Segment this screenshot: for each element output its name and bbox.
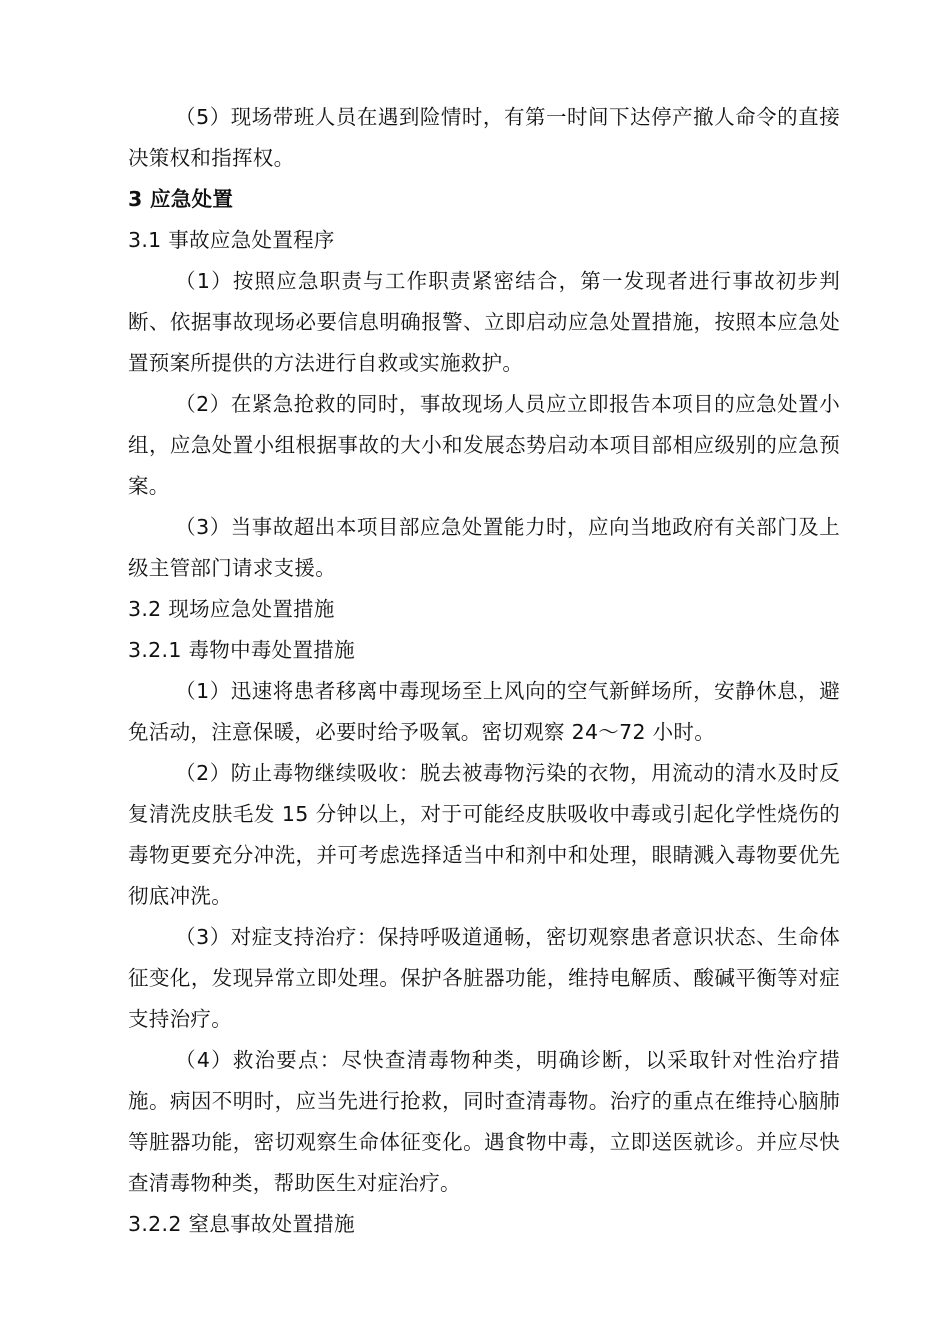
section-heading-3-2-1: 3.2.1 毒物中毒处置措施 xyxy=(128,638,355,662)
section-heading-3-2-2: 3.2.2 窒息事故处置措施 xyxy=(128,1212,355,1236)
paragraph-3-1-3: （3）当事故超出本项目部应急处置能力时，应向当地政府有关部门及上级主管部门请求支援。 xyxy=(128,515,840,580)
paragraph-5: （5）现场带班人员在遇到险情时，有第一时间下达停产撤人命令的直接决策权和指挥权。 xyxy=(128,105,840,170)
paragraph-3-2-1-1: （1）迅速将患者移离中毒现场至上风向的空气新鲜场所，安静休息，避免活动，注意保暖，必要时给予吸氧。密切观察 24～72 小时。 xyxy=(128,679,840,744)
paragraph-3-2-1-4: （4）救治要点：尽快查清毒物种类，明确诊断，以采取针对性治疗措施。病因不明时，应当先进行抢救，同时查清毒物。治疗的重点在维持心脑肺等脏器功能，密切观察生命体征变化。遇食物中毒，立即送医就诊。并应尽快查清毒物种类，帮助医生对症治疗。 xyxy=(128,1048,840,1195)
paragraph-3-1-1: （1）按照应急职责与工作职责紧密结合，第一发现者进行事故初步判断、依据事故现场必要信息明确报警、立即启动应急处置措施，按照本应急处置预案所提供的方法进行自救或实施救护。 xyxy=(128,269,840,375)
section-heading-3-1: 3.1 事故应急处置程序 xyxy=(128,228,335,252)
section-heading-3: 3 应急处置 xyxy=(128,187,234,211)
paragraph-3-1-2: （2）在紧急抢救的同时，事故现场人员应立即报告本项目的应急处置小组，应急处置小组根据事故的大小和发展态势启动本项目部相应级别的应急预案。 xyxy=(128,392,840,498)
section-heading-3-2: 3.2 现场应急处置措施 xyxy=(128,597,335,621)
paragraph-3-2-1-2: （2）防止毒物继续吸收：脱去被毒物污染的衣物，用流动的清水及时反复清洗皮肤毛发 15 分钟以上，对于可能经皮肤吸收中毒或引起化学性烧伤的毒物更要充分冲洗，并可考虑选择适当中和剂中和处理，眼睛溅入毒物要优先彻底冲洗。 xyxy=(128,761,840,908)
document-body xyxy=(128,97,840,1245)
paragraph-3-2-1-3: （3）对症支持治疗：保持呼吸道通畅，密切观察患者意识状态、生命体征变化，发现异常立即处理。保护各脏器功能，维持电解质、酸碱平衡等对症支持治疗。 xyxy=(128,925,840,1031)
